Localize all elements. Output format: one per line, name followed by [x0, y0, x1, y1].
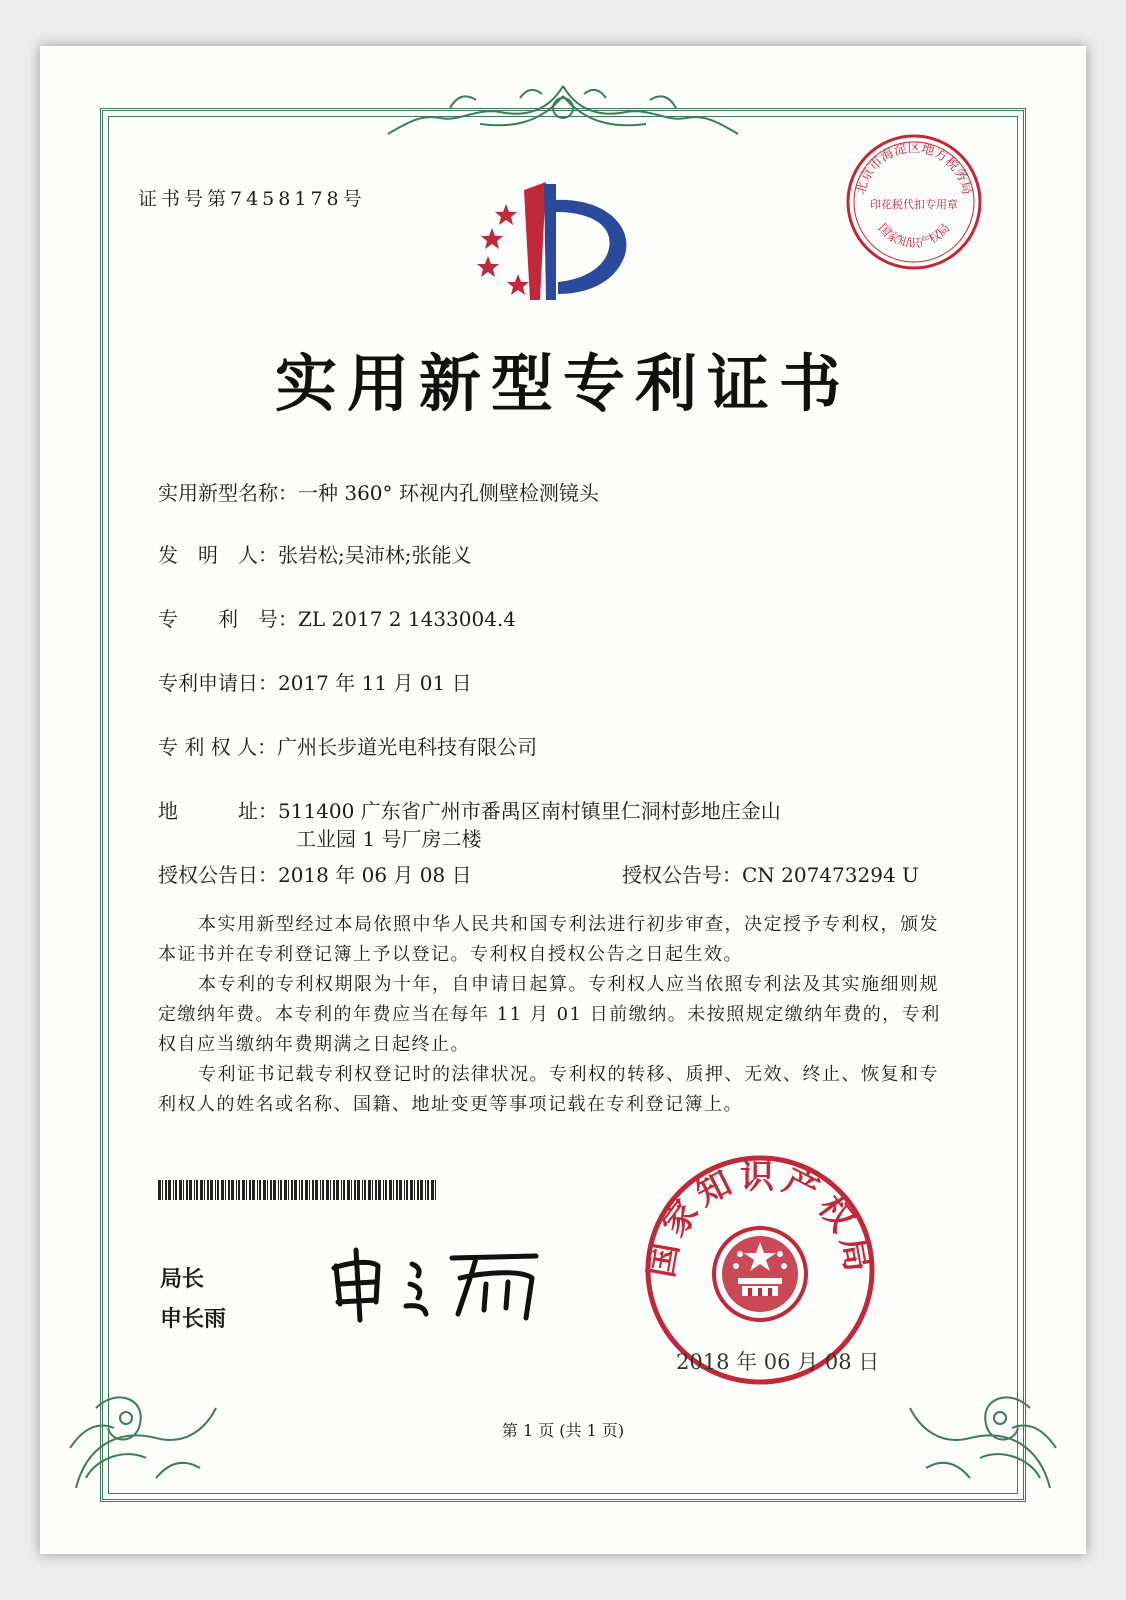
- svg-text:国家知识产权局: [875, 221, 952, 250]
- barcode-bar: [383, 1180, 384, 1200]
- barcode-bar: [189, 1180, 192, 1200]
- field-value: 2018 年 06 月 08 日: [278, 863, 472, 887]
- field-label: 发 明 人：: [158, 543, 278, 567]
- barcode-bar: [294, 1180, 297, 1200]
- barcode-bar: [333, 1180, 335, 1200]
- barcode-bar: [414, 1180, 415, 1200]
- seal-ring-text: 国家知识产权局: [641, 1157, 879, 1281]
- barcode-bar: [270, 1180, 272, 1200]
- barcode-bar: [273, 1180, 276, 1200]
- barcode-bar: [301, 1180, 303, 1200]
- field-value: CN 207473294 U: [742, 863, 919, 887]
- field-address: [158, 796, 781, 826]
- barcode-bar: [389, 1180, 392, 1200]
- body-paragraph-1: 本实用新型经过本局依照中华人民共和国专利法进行初步审查，决定授予专利权，颁发本证书并在专利登记簿上予以登记。专利权自授权公告之日起生效。: [158, 914, 939, 965]
- barcode-bar: [183, 1180, 184, 1200]
- barcode-bar: [420, 1180, 423, 1200]
- field-label: 授权公告号：: [622, 863, 742, 887]
- barcode-bar: [204, 1180, 205, 1200]
- field-label: 专 利 权 人：: [158, 735, 278, 759]
- barcode-bar: [173, 1180, 174, 1200]
- barcode-bar: [336, 1180, 339, 1200]
- director-signature: [326, 1244, 556, 1324]
- barcode-bar: [326, 1180, 329, 1200]
- barcode-bar: [257, 1180, 258, 1200]
- certificate-body: [158, 910, 948, 1120]
- field-value: 511400 广东省广州市番禺区南村镇里仁洞村彭地庄金山: [278, 799, 781, 823]
- barcode-bar: [196, 1180, 198, 1200]
- field-label: 专 利 号：: [158, 607, 298, 631]
- barcode-bar: [410, 1180, 413, 1200]
- field-label: 专利申请日：: [158, 671, 278, 695]
- barcode-bar: [284, 1180, 287, 1200]
- barcode-bar: [186, 1180, 188, 1200]
- barcode-bar: [399, 1180, 402, 1200]
- barcode-bar: [393, 1180, 394, 1200]
- barcode-bar: [315, 1180, 318, 1200]
- national-emblem-icon: [714, 1228, 806, 1320]
- field-label: 地 址：: [158, 799, 278, 823]
- barcode-bar: [309, 1180, 310, 1200]
- barcode-bar: [280, 1180, 282, 1200]
- barcode-bar: [396, 1180, 398, 1200]
- field-value: 张岩松;吴沛林;张能义: [278, 543, 472, 567]
- barcode-bar: [378, 1180, 381, 1200]
- page-number: 第 1 页 (共 1 页): [501, 1421, 625, 1440]
- barcode-bar: [425, 1180, 426, 1200]
- barcode: [158, 1180, 438, 1200]
- top-ornament: [380, 78, 746, 142]
- barcode-bar: [221, 1180, 224, 1200]
- barcode-bar: [368, 1180, 371, 1200]
- barcode-bar: [351, 1180, 352, 1200]
- field-inventor: [158, 540, 471, 570]
- field-utility-model-name: [158, 478, 599, 508]
- barcode-bar: [417, 1180, 419, 1200]
- barcode-bar: [435, 1180, 436, 1200]
- body-paragraph-3: 专利证书记载专利权登记时的法律状况。专利权的转移、质押、无效、终止、恢复和专利权人的姓名或名称、国籍、地址变更等事项记载在专利登记簿上。: [158, 1064, 939, 1115]
- barcode-bar: [263, 1180, 266, 1200]
- director-name: 申长雨: [160, 1307, 227, 1332]
- barcode-bar: [385, 1180, 387, 1200]
- barcode-bar: [210, 1180, 213, 1200]
- field-grant-number: [622, 860, 919, 890]
- tax-stamp-ring-text: 北京市海淀区地方税务局: [853, 141, 975, 197]
- certificate-number: 证书号第7458178号: [138, 188, 366, 210]
- barcode-bar: [364, 1180, 366, 1200]
- tax-stamp-bottom-text: 国家知识产权局: [875, 220, 953, 250]
- director-title: 局长: [160, 1267, 205, 1292]
- field-patent-number: [158, 604, 516, 634]
- barcode-bar: [347, 1180, 350, 1200]
- barcode-bar: [278, 1180, 279, 1200]
- barcode-bar: [406, 1180, 408, 1200]
- barcode-bar: [354, 1180, 356, 1200]
- field-value: 一种 360° 环视内孔侧壁检测镜头: [298, 481, 599, 505]
- field-filing-date: [158, 668, 472, 698]
- barcode-bar: [162, 1180, 163, 1200]
- barcode-bar: [215, 1180, 216, 1200]
- barcode-bar: [175, 1180, 177, 1200]
- barcode-bar: [207, 1180, 209, 1200]
- seal-date: 2018 年 06 月 08 日: [676, 1350, 880, 1374]
- barcode-bar: [179, 1180, 182, 1200]
- barcode-bar: [249, 1180, 251, 1200]
- barcode-bar: [330, 1180, 331, 1200]
- barcode-bar: [238, 1180, 240, 1200]
- barcode-bar: [242, 1180, 245, 1200]
- barcode-bar: [200, 1180, 203, 1200]
- barcode-bar: [343, 1180, 345, 1200]
- barcode-bar: [252, 1180, 255, 1200]
- barcode-bar: [228, 1180, 230, 1200]
- body-paragraph-2: 本专利的专利权期限为十年，自申请日起算。专利权人应当依照专利法及其实施细则规定缴纳年费。本专利的年费应当在每年 11 月 01 日前缴纳。未按照规定缴纳年费的，专利权自应当缴纳年费期满之日起终止。: [158, 974, 941, 1055]
- tax-stamp: [842, 130, 986, 274]
- tax-stamp-center-text: 印花税代扣专用章: [870, 198, 958, 211]
- field-address-line2: 工业园 1 号厂房二楼: [296, 827, 482, 851]
- barcode-bar: [431, 1180, 434, 1200]
- barcode-bar: [357, 1180, 360, 1200]
- barcode-bar: [322, 1180, 324, 1200]
- barcode-bar: [217, 1180, 219, 1200]
- barcode-bar: [375, 1180, 377, 1200]
- barcode-bar: [288, 1180, 289, 1200]
- field-grant-date: [158, 860, 472, 890]
- field-value: 广州长步道光电科技有限公司: [277, 735, 538, 759]
- barcode-bar: [236, 1180, 237, 1200]
- barcode-bar: [320, 1180, 321, 1200]
- svg-text:北京市海淀区地方税务局: [853, 140, 974, 196]
- barcode-bar: [299, 1180, 300, 1200]
- barcode-bar: [291, 1180, 293, 1200]
- barcode-bar: [341, 1180, 342, 1200]
- barcode-bar: [168, 1180, 171, 1200]
- field-value: 2017 年 11 月 01 日: [278, 671, 472, 695]
- barcode-bar: [404, 1180, 405, 1200]
- barcode-bar: [259, 1180, 261, 1200]
- barcode-bar: [312, 1180, 314, 1200]
- barcode-bar: [372, 1180, 373, 1200]
- field-value: ZL 2017 2 1433004.4: [298, 607, 517, 631]
- barcode-bar: [225, 1180, 226, 1200]
- barcode-bar: [427, 1180, 429, 1200]
- barcode-bar: [165, 1180, 167, 1200]
- barcode-bar: [194, 1180, 195, 1200]
- barcode-bar: [267, 1180, 268, 1200]
- barcode-bar: [246, 1180, 247, 1200]
- barcode-bar: [305, 1180, 308, 1200]
- barcode-bar: [231, 1180, 234, 1200]
- field-label: 实用新型名称：: [158, 481, 298, 505]
- barcode-bar: [158, 1180, 161, 1200]
- field-label: 授权公告日：: [158, 863, 278, 887]
- barcode-bar: [362, 1180, 363, 1200]
- field-patentee: [158, 732, 537, 762]
- page-title: 实用新型专利证书: [274, 347, 851, 420]
- patent-office-logo: [470, 182, 640, 312]
